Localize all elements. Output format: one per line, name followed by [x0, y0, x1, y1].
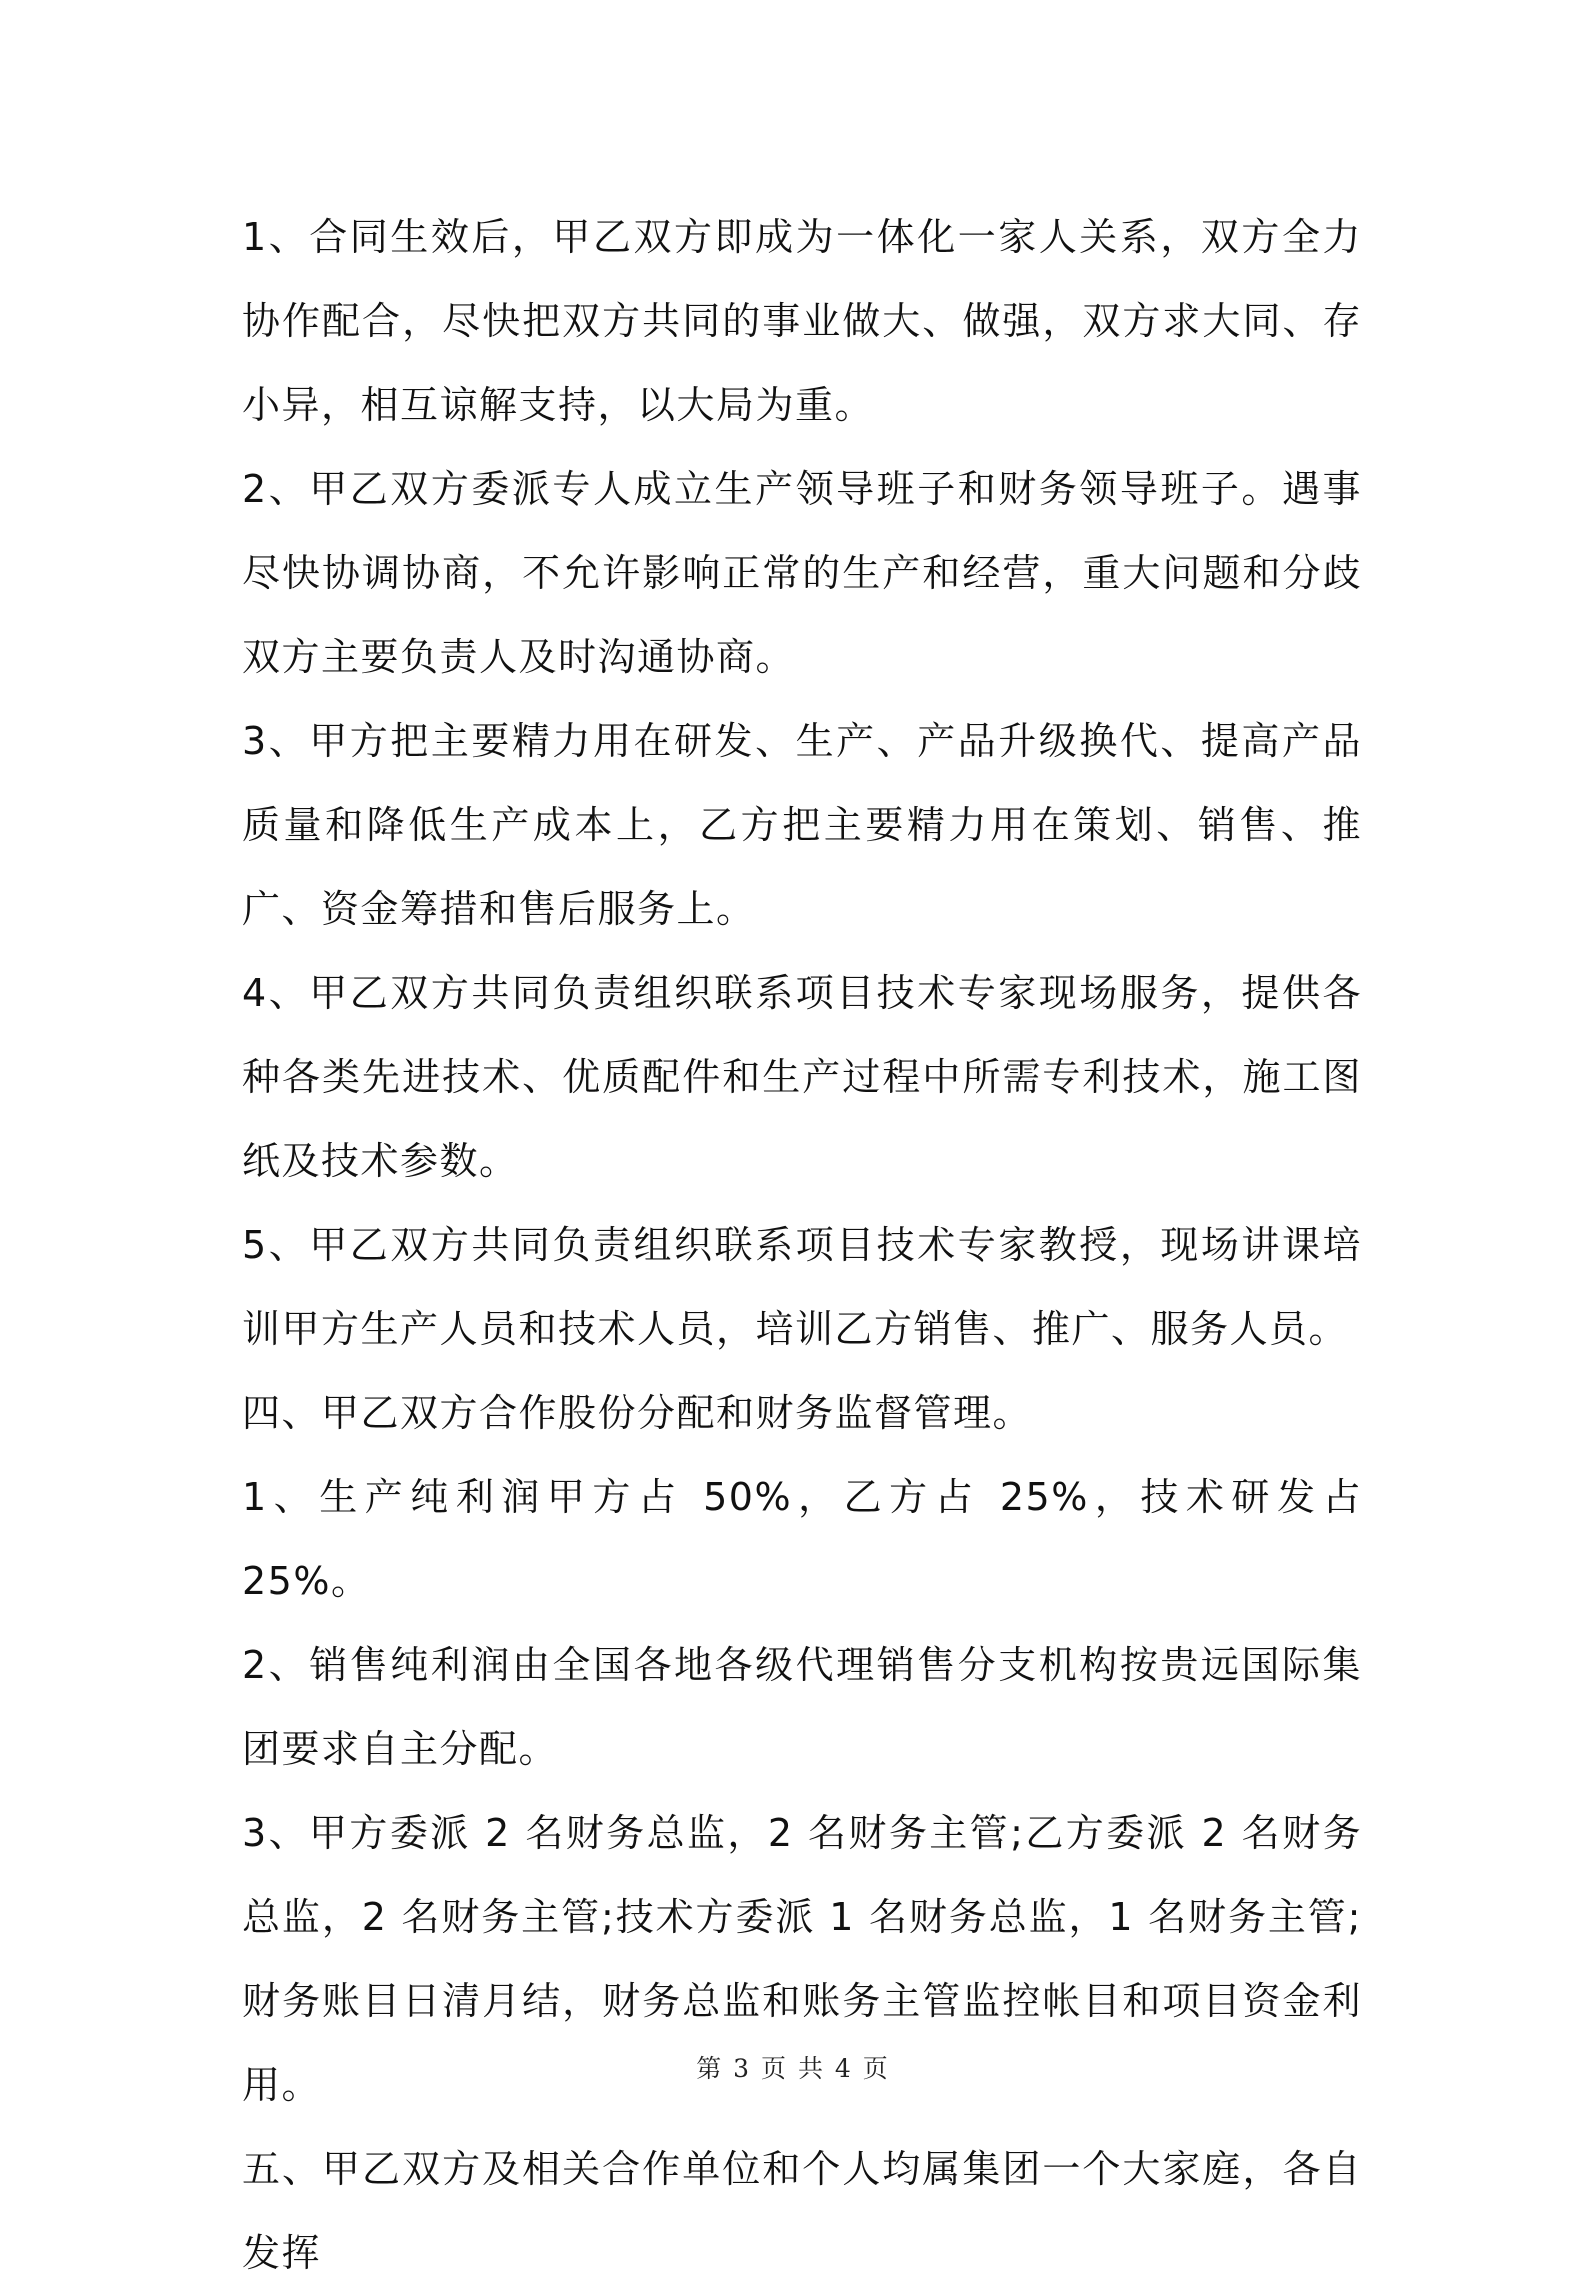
section-4-heading: 四、甲乙双方合作股份分配和财务监督管理。 — [242, 1391, 1033, 1435]
section-4-clause-3: 3、甲方委派 2 名财务总监，2 名财务主管;乙方委派 2 名财务总监，2 名财务主管;技术方委派 1 名财务总监，1 名财务主管;财务账目日清月结，财务总监和账务主管监控帐目和项目资金利用。 — [242, 1811, 1362, 2107]
document-body — [242, 195, 1362, 2295]
clause-4-technical-services: 4、甲乙双方共同负责组织联系项目技术专家现场服务，提供各种各类先进技术、优质配件和生产过程中所需专利技术，施工图纸及技术参数。 — [242, 971, 1362, 1183]
section-4-clause-1: 1、生产纯利润甲方占 50%，乙方占 25%，技术研发占 25%。 — [242, 1475, 1362, 1603]
clause-2-leadership: 2、甲乙双方委派专人成立生产领导班子和财务领导班子。遇事尽快协调协商，不允许影响正常的生产和经营，重大问题和分歧双方主要负责人及时沟通协商。 — [242, 467, 1362, 679]
clause-5-training: 5、甲乙双方共同负责组织联系项目技术专家教授，现场讲课培训甲方生产人员和技术人员，培训乙方销售、推广、服务人员。 — [242, 1223, 1362, 1351]
section-4-clause-2: 2、销售纯利润由全国各地各级代理销售分支机构按贵远国际集团要求自主分配。 — [242, 1643, 1362, 1771]
clause-1-cooperation: 1、合同生效后，甲乙双方即成为一体化一家人关系，双方全力协作配合，尽快把双方共同的事业做大、做强，双方求大同、存小异，相互谅解支持，以大局为重。 — [242, 215, 1362, 427]
page-number-footer: 第 3 页 共 4 页 — [696, 2054, 890, 2083]
clause-3-responsibilities: 3、甲方把主要精力用在研发、生产、产品升级换代、提高产品质量和降低生产成本上，乙方把主要精力用在策划、销售、推广、资金筹措和售后服务上。 — [242, 719, 1362, 931]
section-5-heading: 五、甲乙双方及相关合作单位和个人均属集团一个大家庭，各自发挥 — [242, 2147, 1362, 2275]
